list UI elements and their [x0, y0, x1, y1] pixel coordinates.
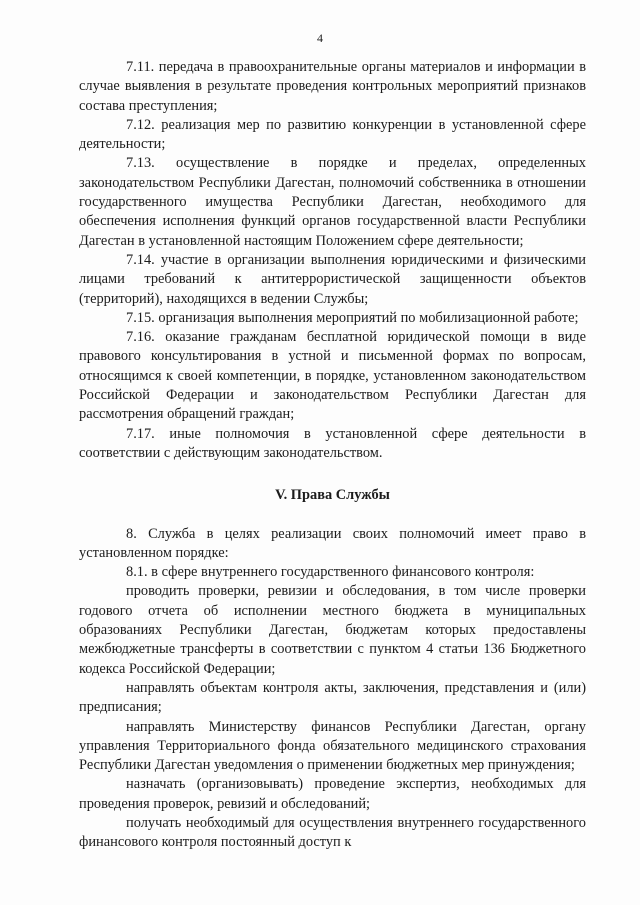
paragraph-7-13: 7.13. осуществление в порядке и пределах, определенных законодательством Республики Дагестан, полномочий собственника в отношении государственного имущества Республики Дагестан, необходимого для обеспечения исполнения функций органов государственной власти Республики Дагестан в установленной настоящим Положением сфере деятельности;: [79, 155, 586, 249]
page-number: 4: [317, 31, 323, 45]
paragraph-acts: направлять объектам контроля акты, заключения, представления и (или) предписания;: [79, 679, 586, 716]
document-body: [79, 58, 586, 853]
paragraph-7-12: 7.12. реализация мер по развитию конкуренции в установленной сфере деятельности;: [79, 116, 586, 153]
paragraph-7-14: 7.14. участие в организации выполнения юридическими и физическими лицами требований к антитеррористической защищенности объектов (территорий), находящихся в ведении Службы;: [79, 251, 586, 307]
paragraph-7-16: 7.16. оказание гражданам бесплатной юридической помощи в виде правового консультирования в устной и письменной формах по вопросам, относящимся к своей компетенции, в порядке, установленном законодательством Российской Федерации и законодательством Республики Дагестан для рассмотрения обращений граждан;: [79, 329, 586, 423]
paragraph-access: получать необходимый для осуществления внутреннего государственного финансового контроля постоянный доступ к: [79, 814, 586, 851]
paragraph-audits: проводить проверки, ревизии и обследования, в том числе проверки годового отчета об исполнении местного бюджета в муниципальных образованиях Республики Дагестан, бюджетам которых предоставлены межбюджетные трансферты в соответствии с пунктом 4 статьи 136 Бюджетного кодекса Российской Федерации;: [79, 583, 586, 677]
paragraph-8-1: 8.1. в сфере внутреннего государственного финансового контроля:: [126, 564, 535, 581]
paragraph-7-17: 7.17. иные полномочия в установленной сфере деятельности в соответствии с действующим законодательством.: [79, 425, 586, 461]
paragraph-7-15: 7.15. организация выполнения мероприятий по мобилизационной работе;: [126, 309, 579, 326]
paragraph-8: 8. Служба в целях реализации своих полномочий имеет право в установленном порядке:: [79, 525, 586, 561]
paragraph-7-11: 7.11. передача в правоохранительные органы материалов и информации в случае выявления в результате проведения контрольных мероприятий признаков состава преступления;: [79, 59, 586, 114]
paragraph-expertise: назначать (организовывать) проведение экспертиз, необходимых для проведения проверок, ревизий и обследований;: [79, 776, 586, 812]
paragraph-notifications: направлять Министерству финансов Республики Дагестан, органу управления Территориального фонда обязательного медицинского страхования Республики Дагестан уведомления о применении бюджетных мер принуждения;: [79, 718, 586, 774]
section-heading: V. Права Службы: [275, 487, 390, 504]
